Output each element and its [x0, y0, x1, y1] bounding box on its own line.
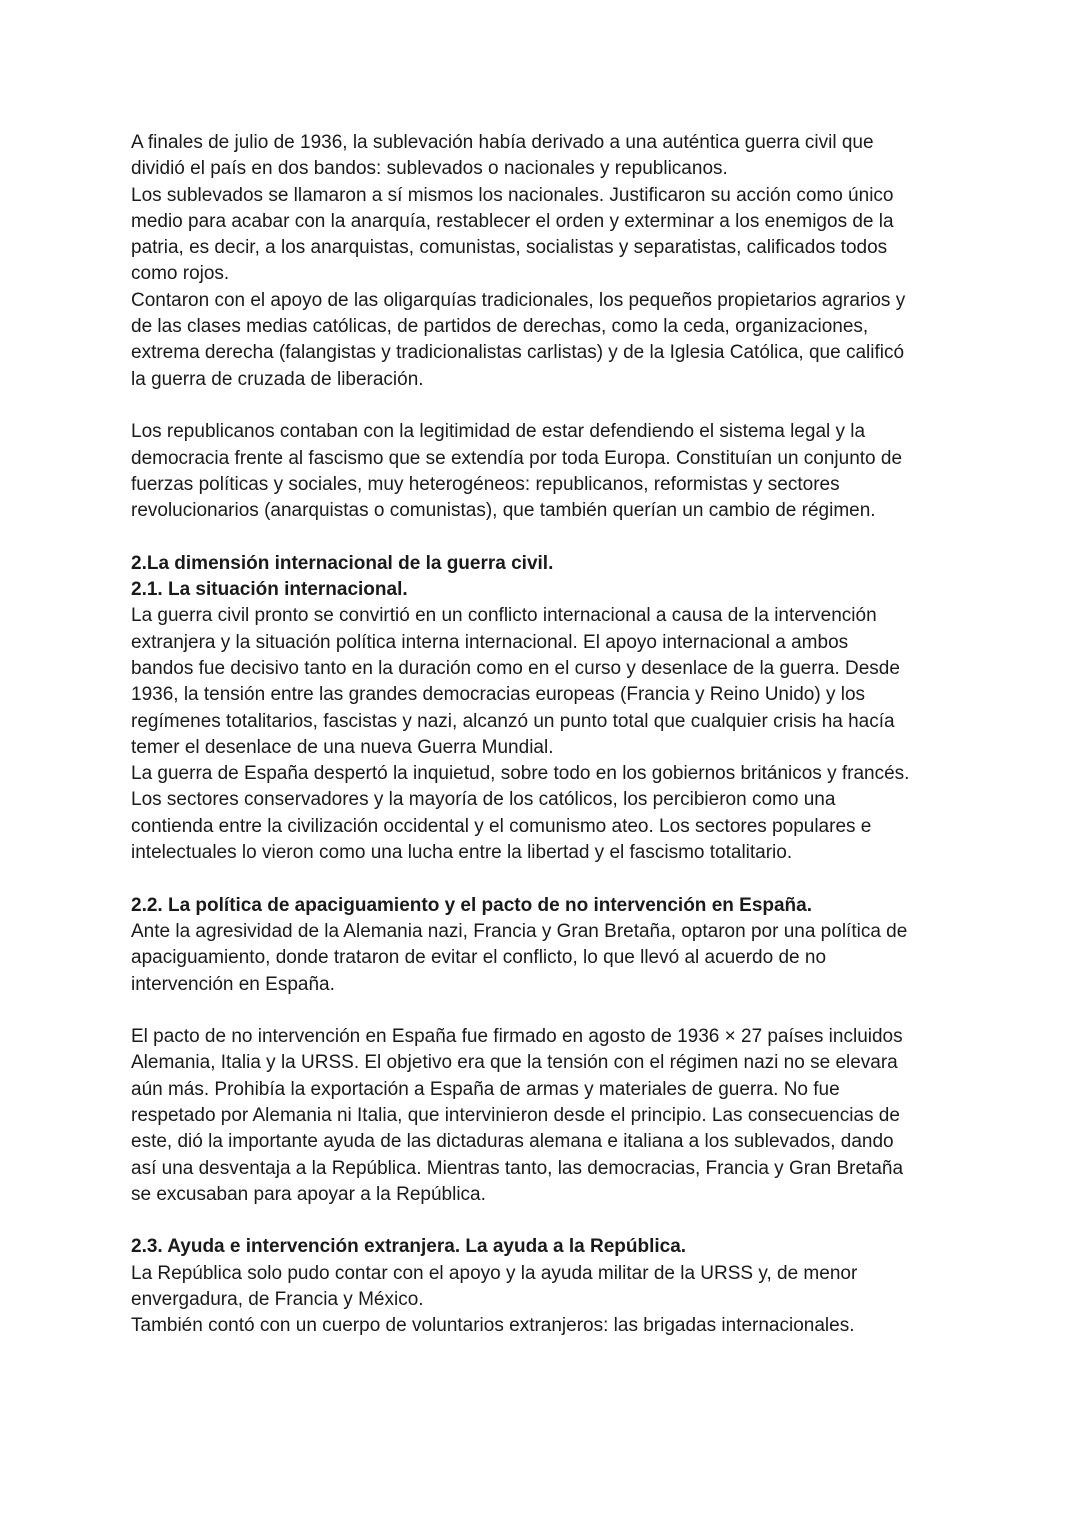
text-line: la guerra de cruzada de liberación.: [131, 368, 424, 390]
text-line: fuerzas políticas y sociales, muy heterogéneos: republicanos, reformistas y sectores: [131, 473, 840, 495]
text-line: La República solo pudo contar con el apoyo y la ayuda militar de la URSS y, de menor: [131, 1262, 858, 1284]
text-line: aún más. Prohibía la exportación a España de armas y materiales de guerra. No fue: [131, 1078, 840, 1100]
section-heading: 2.2. La política de apaciguamiento y el pacto de no intervención en España.: [131, 894, 813, 916]
text-line: regímenes totalitarios, fascistas y nazi, alcanzó un punto total que cualquier crisis ha hacía: [131, 710, 895, 732]
text-line: medio para acabar con la anarquía, restablecer el orden y exterminar a los enemigos de la: [131, 210, 894, 232]
paragraph-spacer: [131, 998, 961, 1024]
text-line: respetado por Alemania ni Italia, que intervinieron desde el principio. Las consecuencias de: [131, 1104, 900, 1126]
text-line: intelectuales lo vieron como una lucha entre la libertad y el fascismo totalitario.: [131, 842, 793, 864]
paragraph-spacer: [131, 1208, 961, 1234]
text-line: También contó con un cuerpo de voluntarios extranjeros: las brigadas internacionales.: [131, 1315, 855, 1337]
text-line: 1936, la tensión entre las grandes democracias europeas (Francia y Reino Unido) y los: [131, 684, 866, 706]
paragraph-spacer: [131, 866, 961, 892]
text-line: contienda entre la civilización occidental y el comunismo ateo. Los sectores populares e: [131, 815, 872, 837]
paragraph-spacer: [131, 393, 961, 419]
section-heading: 2.La dimensión internacional de la guerra civil.: [131, 552, 554, 574]
text-line: El pacto de no intervención en España fue firmado en agosto de 1936 × 27 países incluidos: [131, 1026, 903, 1048]
text-line: envergadura, de Francia y México.: [131, 1289, 424, 1311]
text-line: patria, es decir, a los anarquistas, comunistas, socialistas y separatistas, calificados todos: [131, 237, 888, 259]
text-line: este, dió la importante ayuda de las dictaduras alemana e italiana a los sublevados, dando: [131, 1131, 894, 1153]
text-line: apaciguamiento, donde trataron de evitar el conflicto, lo que llevó al acuerdo de no: [131, 947, 827, 969]
text-line: de las clases medias católicas, de partidos de derechas, como la ceda, organizaciones,: [131, 316, 869, 338]
text-line: extranjera y la situación política interna internacional. El apoyo internacional a ambos: [131, 631, 849, 653]
text-line: dividió el país en dos bandos: sublevados o nacionales y republicanos.: [131, 158, 728, 180]
section-heading: 2.3. Ayuda e intervención extranjera. La ayuda a la República.: [131, 1236, 687, 1258]
text-line: Los sectores conservadores y la mayoría de los católicos, los percibieron como una: [131, 789, 836, 811]
text-line: Contaron con el apoyo de las oligarquías tradicionales, los pequeños propietarios agrarios y: [131, 289, 906, 311]
text-line: Ante la agresividad de la Alemania nazi, Francia y Gran Bretaña, optaron por una política de: [131, 920, 908, 942]
paragraph-spacer: [131, 524, 961, 550]
text-line: democracia frente al fascismo que se extendía por toda Europa. Constituían un conjunto de: [131, 447, 903, 469]
text-line: revolucionarios (anarquistas o comunistas), que también querían un cambio de régimen.: [131, 500, 876, 522]
text-line: intervención en España.: [131, 973, 335, 995]
text-line: se excusaban para apoyar a la República.: [131, 1183, 486, 1205]
text-line: temer el desenlace de una nueva Guerra Mundial.: [131, 736, 554, 758]
text-line: como rojos.: [131, 263, 230, 285]
section-heading: 2.1. La situación internacional.: [131, 579, 408, 601]
text-line: A finales de julio de 1936, la sublevación había derivado a una auténtica guerra civil que: [131, 132, 874, 153]
document-page: [131, 130, 961, 1340]
text-line: La guerra de España despertó la inquietud, sobre todo en los gobiernos británicos y francés.: [131, 763, 910, 785]
text-line: Los sublevados se llamaron a sí mismos los nacionales. Justificaron su acción como único: [131, 184, 894, 206]
text-line: Los republicanos contaban con la legitimidad de estar defendiendo el sistema legal y la: [131, 421, 866, 443]
text-line: Alemania, Italia y la URSS. El objetivo era que la tensión con el régimen nazi no se elevara: [131, 1052, 898, 1074]
text-line: La guerra civil pronto se convirtió en un conflicto internacional a causa de la intervención: [131, 605, 877, 627]
text-line: así una desventaja a la República. Mientras tanto, las democracias, Francia y Gran Bretaña: [131, 1157, 904, 1179]
text-line: extrema derecha (falangistas y tradicionalistas carlistas) y de la Iglesia Católica, que calificó: [131, 342, 905, 364]
text-line: bandos fue decisivo tanto en la duración como en el curso y desenlace de la guerra. Desde: [131, 657, 900, 679]
